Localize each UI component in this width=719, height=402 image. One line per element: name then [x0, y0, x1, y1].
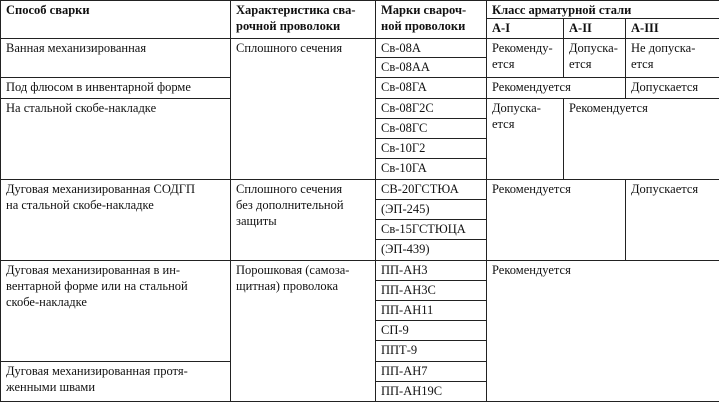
header-steel-class: Класс арматурной стали [487, 1, 719, 19]
rating-cell: Рекомендуется [487, 180, 626, 261]
wire-cell: Св-10Г2 [376, 139, 487, 159]
wire-cell: Св-10ГА [376, 159, 487, 180]
table-row [1, 39, 719, 58]
table-row [1, 180, 719, 200]
header-characteristic: Характеристика сва- рочной проволоки [231, 1, 376, 39]
wire-cell: СП-9 [376, 321, 487, 341]
table-row [1, 261, 719, 281]
header-a3: А-III [626, 19, 719, 39]
wire-cell: Св-08ГС [376, 119, 487, 139]
rating-cell: Рекомендуется [487, 261, 719, 402]
header-a1: А-I [487, 19, 564, 39]
wire-cell: ПП-АН7 [376, 362, 487, 382]
method-cell: Дуговая механизированная в ин- вентарной форме или на стальной скобе-накладке [1, 261, 231, 362]
rating-cell: Не допуска- ется [626, 39, 719, 78]
wire-cell: СВ-20ГСТЮА [376, 180, 487, 200]
wire-cell: Св-08ГА [376, 78, 487, 99]
rating-cell: Допуска- ется [487, 99, 564, 180]
characteristic-cell: Сплошного сечения без дополнительной защиты [231, 180, 376, 261]
header-brands: Марки свароч- ной проволоки [376, 1, 487, 39]
method-cell: На стальной скобе-накладке [1, 99, 231, 180]
method-cell: Дуговая механизированная протя- женными швами [1, 362, 231, 402]
rating-cell: Допускается [626, 78, 719, 99]
method-cell: Дуговая механизированная СОДГП на стальной скобе-накладке [1, 180, 231, 261]
rating-cell: Рекоменду- ется [487, 39, 564, 78]
characteristic-cell: Порошковая (самоза- щитная) проволока [231, 261, 376, 402]
method-cell: Ванная механизированная [1, 39, 231, 78]
method-cell: Под флюсом в инвентарной форме [1, 78, 231, 99]
wire-cell: ПП-АН3С [376, 281, 487, 301]
rating-cell: Допускается [626, 180, 719, 261]
wire-cell: (ЭП-439) [376, 240, 487, 261]
wire-cell: Св-08Г2С [376, 99, 487, 119]
wire-cell: Св-15ГСТЮЦА [376, 220, 487, 240]
header-a2: А-II [564, 19, 626, 39]
rating-cell: Рекомендуется [564, 99, 719, 180]
rating-cell: Допуска- ется [564, 39, 626, 78]
wire-cell: Св-08А [376, 39, 487, 58]
header-method: Способ сварки [1, 1, 231, 39]
wire-cell: ПП-АН11 [376, 301, 487, 321]
wire-cell: (ЭП-245) [376, 200, 487, 220]
header-row-1 [1, 1, 719, 19]
rating-cell: Рекомендуется [487, 78, 626, 99]
characteristic-cell: Сплошного сечения [231, 39, 376, 180]
wire-cell: ПП-АН19С [376, 382, 487, 402]
wire-cell: Св-08АА [376, 58, 487, 78]
wire-cell: ПП-АН3 [376, 261, 487, 281]
wire-cell: ППТ-9 [376, 341, 487, 362]
